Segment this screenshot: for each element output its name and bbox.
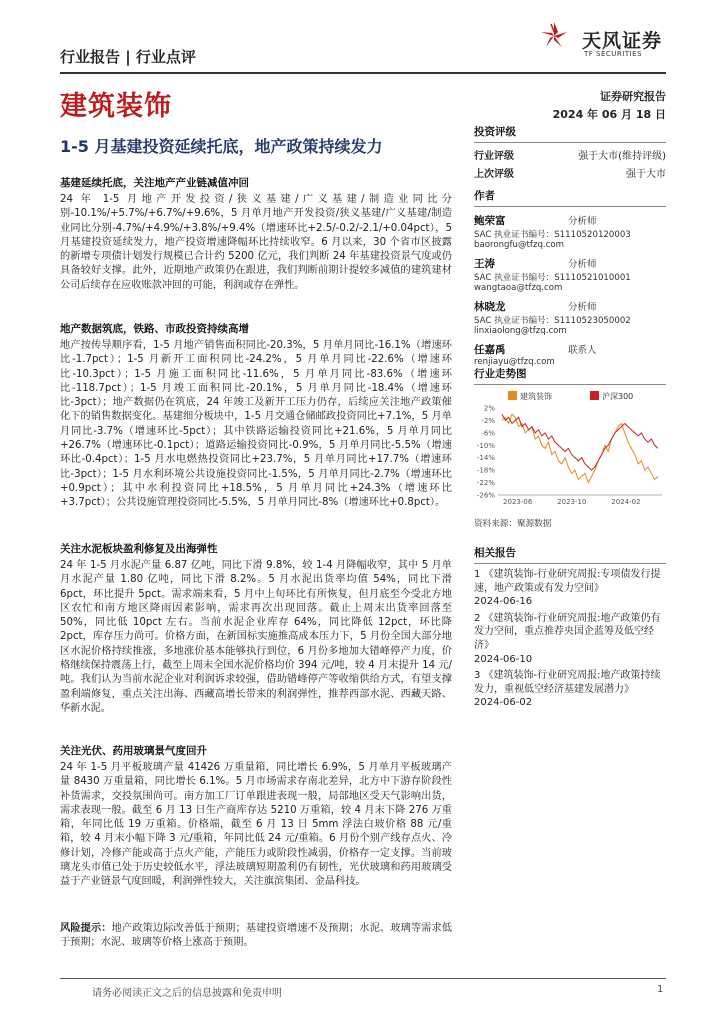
x-tick-label: 2023-06	[503, 498, 533, 506]
author-name: 任嘉禹	[474, 344, 506, 356]
author-cert: SAC 执业证书编号：S1110521010001	[474, 273, 631, 283]
section-body: 24 年 1-5 月地产开发投资/狭义基建/广义基建/制造业同比分别-10.1%/+5.7%/+6.7%/+9.6%，5 月单月地产开发投资/狭义基建/广义基建/制造业同比分别-4.7%/+4.9%/+3.8%/+9.4%（增速环比+2.5/-0.2/-2.1/+0.04pct），5 月基建投资延续发力，地产投资增速降幅环比持续收窄。6 月以来，30 个省市区披露的新增专项债计划发行规模已合计约 5200 亿元，我们判断 24 年基建投资景气度或仍具备较好支撑。此外，近期地产政策仍在跟进，我们判断前期计提较多减值的建筑建材公司后续存在应收账款冲回的可能，利润或存在弹性。	[60, 194, 452, 291]
section-body: 地产按传导顺序看，1-5 月地产销售面积同比-20.3%，5 月单月同比-16.1%（增速环比-1.7pct）；1-5 月新开工面积同比-24.2%，5 月单月同比-22.6%（增速环比-10.3pct）；1-5 月施工面积同比-11.6%，5 月单月同比-83.6%（增速环比-118.7pct）；1-5 月竣工面积同比-20.1%，5 月单月同比-18.4%（增速环比-3pct）；地产数据仍在筑底，24 年竣工及新开工压力仍存，后续应关注地产政策催化下的销售数据变化。基建细分板块中，1-5 月交通仓储邮政投资同比+7.1%，5 月单月同比-3.7%（增速环比-5pct）；其中铁路运输投资同比+21.6%，5 月单月同比+26.7%（增速环比-0.1pct）；道路运输投资同比-0.9%，5 月单月同比-5.5%（增速环比-0.4pct）；1-5 月水电燃热投资同比+23.7%，5 月单月同比+17.7%（增速环比-3pct）；1-5 月水利环境公共设施投资同比-1.5%，5 月单月同比-2.7%（增速环比+0.9pct）；其中水利投资同比+18.5%，5 月单月同比+24.3%（增速环比+3.7pct）；公共设施管理投资同比-5.5%，5 月单月同比-8%（增速环比+0.8pct）。	[60, 340, 452, 509]
related-report-date: 2024-06-16	[474, 596, 533, 608]
section-1	[60, 176, 452, 293]
y-tick-label: -2%	[481, 416, 495, 425]
author-entry	[474, 213, 666, 228]
y-tick-label: -6%	[481, 429, 495, 438]
page-number: 1	[657, 984, 664, 995]
author-name: 鲍荣富	[474, 215, 506, 227]
risk-text: 地产政策边际改善低于预期；基建投资增速不及预期；水泥、玻璃等需求低于预期；水泥、玻璃等价格上涨高于预期。	[60, 923, 453, 949]
chart-source: 资料来源：聚源数据	[474, 519, 552, 529]
author-email[interactable]: renjiayu@tfzq.com	[474, 357, 555, 367]
related-report-title[interactable]: 1 《建筑装饰-行业研究周报:专项债发行提速，地产政策或有发力空间》	[474, 569, 661, 594]
footer-divider	[60, 978, 666, 979]
author-role: 分析师	[568, 216, 597, 227]
author-role: 联系人	[568, 345, 597, 356]
author-email[interactable]: linxiaolong@tfzq.com	[474, 326, 567, 336]
rating-value: 强于大市(维持评级)	[578, 151, 666, 162]
y-tick-label: 2%	[483, 404, 495, 413]
divider	[474, 206, 666, 207]
author-cert: SAC 执业证书编号：S1110523050002	[474, 316, 631, 326]
author-name: 王涛	[474, 258, 495, 270]
section-4	[60, 744, 452, 890]
legend-label-series-1: 沪深300	[602, 392, 634, 401]
legend-swatch-series-0	[508, 391, 517, 400]
x-tick-label: 2023-10	[557, 498, 587, 506]
rating-label: 上次评级	[474, 169, 514, 180]
related-report-title[interactable]: 2 《建筑装饰-行业研究周报:地产政策仍有发力空间，重点推荐央国企蓝筹及低空经济》	[474, 612, 661, 651]
author-email[interactable]: baorongfu@tfzq.com	[474, 240, 564, 250]
author-entry	[474, 299, 666, 314]
legend-swatch-series-1	[590, 391, 599, 400]
legend-label-series-0: 建筑装饰	[520, 392, 552, 401]
authors-box	[474, 188, 666, 367]
related-report-title[interactable]: 3 《建筑装饰-行业研究周报:地产政策持续发力，重视低空经济基建发展潜力》	[474, 670, 661, 695]
section-heading: 地产数据筑底，铁路、市政投资持续高增	[60, 323, 249, 335]
related-title: 相关报告	[474, 547, 516, 559]
risk-warning	[60, 922, 452, 951]
footer-disclaimer: 请务必阅读正文之后的信息披露和免责申明	[92, 988, 282, 999]
section-3	[60, 542, 452, 716]
report-type: 行业报告 | 行业点评	[60, 48, 196, 66]
author-role: 分析师	[568, 302, 597, 313]
y-tick-label: -22%	[476, 479, 495, 488]
x-tick-labels	[503, 498, 640, 506]
rating-row	[474, 147, 666, 162]
author-name: 林晓龙	[474, 301, 506, 313]
section-body: 24 年 1-5 月水泥产量 6.87 亿吨，同比下滑 9.8%，较 1-4 月降幅收窄，其中 5 月单月水泥产量 1.80 亿吨，同比下滑 8.2%。5 月水泥出货率均值 54%，同比下滑 6pct，环比提升 5pct。需求端来看，5 月中上旬环比有所恢复，但月底至今受北方地区农忙和南方地区降雨因素影响，需求再次出现回落。截止上周末出货率回落至 50%，同比低 10pct 左右。当前水泥企业库存 64%，同比降低 12pct，环比降 2pct，库存压力尚可。价格方面，在新国标实施推高成本压力下，5 月份全国大部分地区水泥价格持续推涨，多地涨价基本能够执行到位，6 月份多地加大错峰停产力度，价格继续保持震荡上行，截至上周末全国水泥价格均价 394 元/吨，较 4 月末提升 14 元/吨。我们认为当前水泥企业对利润诉求较强，借助错峰停产等收缩供给方式，有望支撑盈利端修复，重点关注出海、西藏高增长带来的利润弹性，推荐西部水泥、西藏天路、华新水泥。	[60, 560, 452, 714]
section-body: 24 年 1-5 月平板玻璃产量 41426 万重量箱，同比增长 6.9%，5 月单月平板玻璃产量 8430 万重量箱，同比增长 6.1%。5 月市场需求存南北差异，北方中下游存阶段性补货需求，交投氛围尚可。南方加工厂订单跟进表现一般，局部地区受天气影响出货，需求表现一般。截至 6 月 13 日生产商库存达 5210 万重箱，较 4 月末下降 276 万重箱，年同比低 19 万重箱。价格端，截至 6 月 13 日 5mm 浮法白玻价格 88 元/重箱，较 4 月末小幅下降 3 元/重箱，年同比低 24 元/重箱。6 月份个别产线存点火、冷修计划，冷修产能或高于点火产能，产能压力或阶段性减弱，价格存一定支撑。当前玻璃龙头市值已处于历史较低水平，浮法玻璃短期盈利仍有韧性，光伏玻璃和药用玻璃受益于产业链景气度回暖，利润弹性较大，关注旗滨集团、金晶科技。	[60, 762, 452, 888]
section-2	[60, 322, 452, 511]
brand-name-en: TF SECURITIES	[584, 50, 643, 58]
x-tick-label: 2024-02	[611, 498, 641, 506]
divider	[474, 142, 666, 143]
authors-title: 作者	[474, 190, 495, 202]
trend-chart	[474, 402, 666, 510]
author-cert: SAC 执业证书编号：S1110520120003	[474, 230, 631, 240]
brand-name: 天风证券	[582, 30, 663, 52]
rating-value: 强于大市	[626, 169, 666, 180]
related-report-date: 2024-06-02	[474, 697, 533, 709]
report-kind: 证券研究报告	[600, 90, 666, 103]
series-lines	[502, 414, 658, 482]
rating-box	[474, 124, 666, 180]
rating-title: 投资评级	[474, 126, 516, 138]
section-heading: 基建延续托底，关注地产产业链减值冲回	[60, 177, 249, 189]
related-report-link[interactable]	[474, 612, 666, 666]
y-tick-label: -26%	[476, 491, 495, 500]
divider	[474, 384, 666, 385]
sector-title: 建筑装饰	[60, 91, 172, 122]
trend-title: 行业走势图	[474, 368, 527, 380]
author-role: 分析师	[568, 259, 597, 270]
y-tick-labels	[477, 405, 495, 500]
risk-label: 风险提示：	[60, 923, 112, 934]
related-report-link[interactable]	[474, 568, 666, 609]
header-divider	[60, 72, 666, 74]
rating-label: 行业评级	[474, 151, 514, 162]
series-line-1	[502, 414, 658, 470]
y-tick-label: -10%	[476, 441, 495, 450]
section-heading: 关注水泥板块盈利修复及出海弹性	[60, 543, 218, 555]
trend-box	[474, 366, 666, 385]
y-tick-label: -14%	[476, 454, 495, 463]
rating-row	[474, 165, 666, 180]
y-tick-label: -18%	[476, 466, 495, 475]
related-box	[474, 545, 666, 710]
author-entry	[474, 342, 666, 357]
author-entry	[474, 256, 666, 271]
author-email[interactable]: wangtaoa@tfzq.com	[474, 283, 563, 293]
related-report-link[interactable]	[474, 669, 666, 710]
report-title: 1-5 月基建投资延续托底，地产政策持续发力	[60, 137, 383, 156]
divider	[474, 563, 666, 564]
report-date: 2024 年 06 月 18 日	[552, 108, 666, 121]
section-heading: 关注光伏、药用玻璃景气度回升	[60, 745, 207, 757]
related-report-date: 2024-06-10	[474, 653, 533, 665]
